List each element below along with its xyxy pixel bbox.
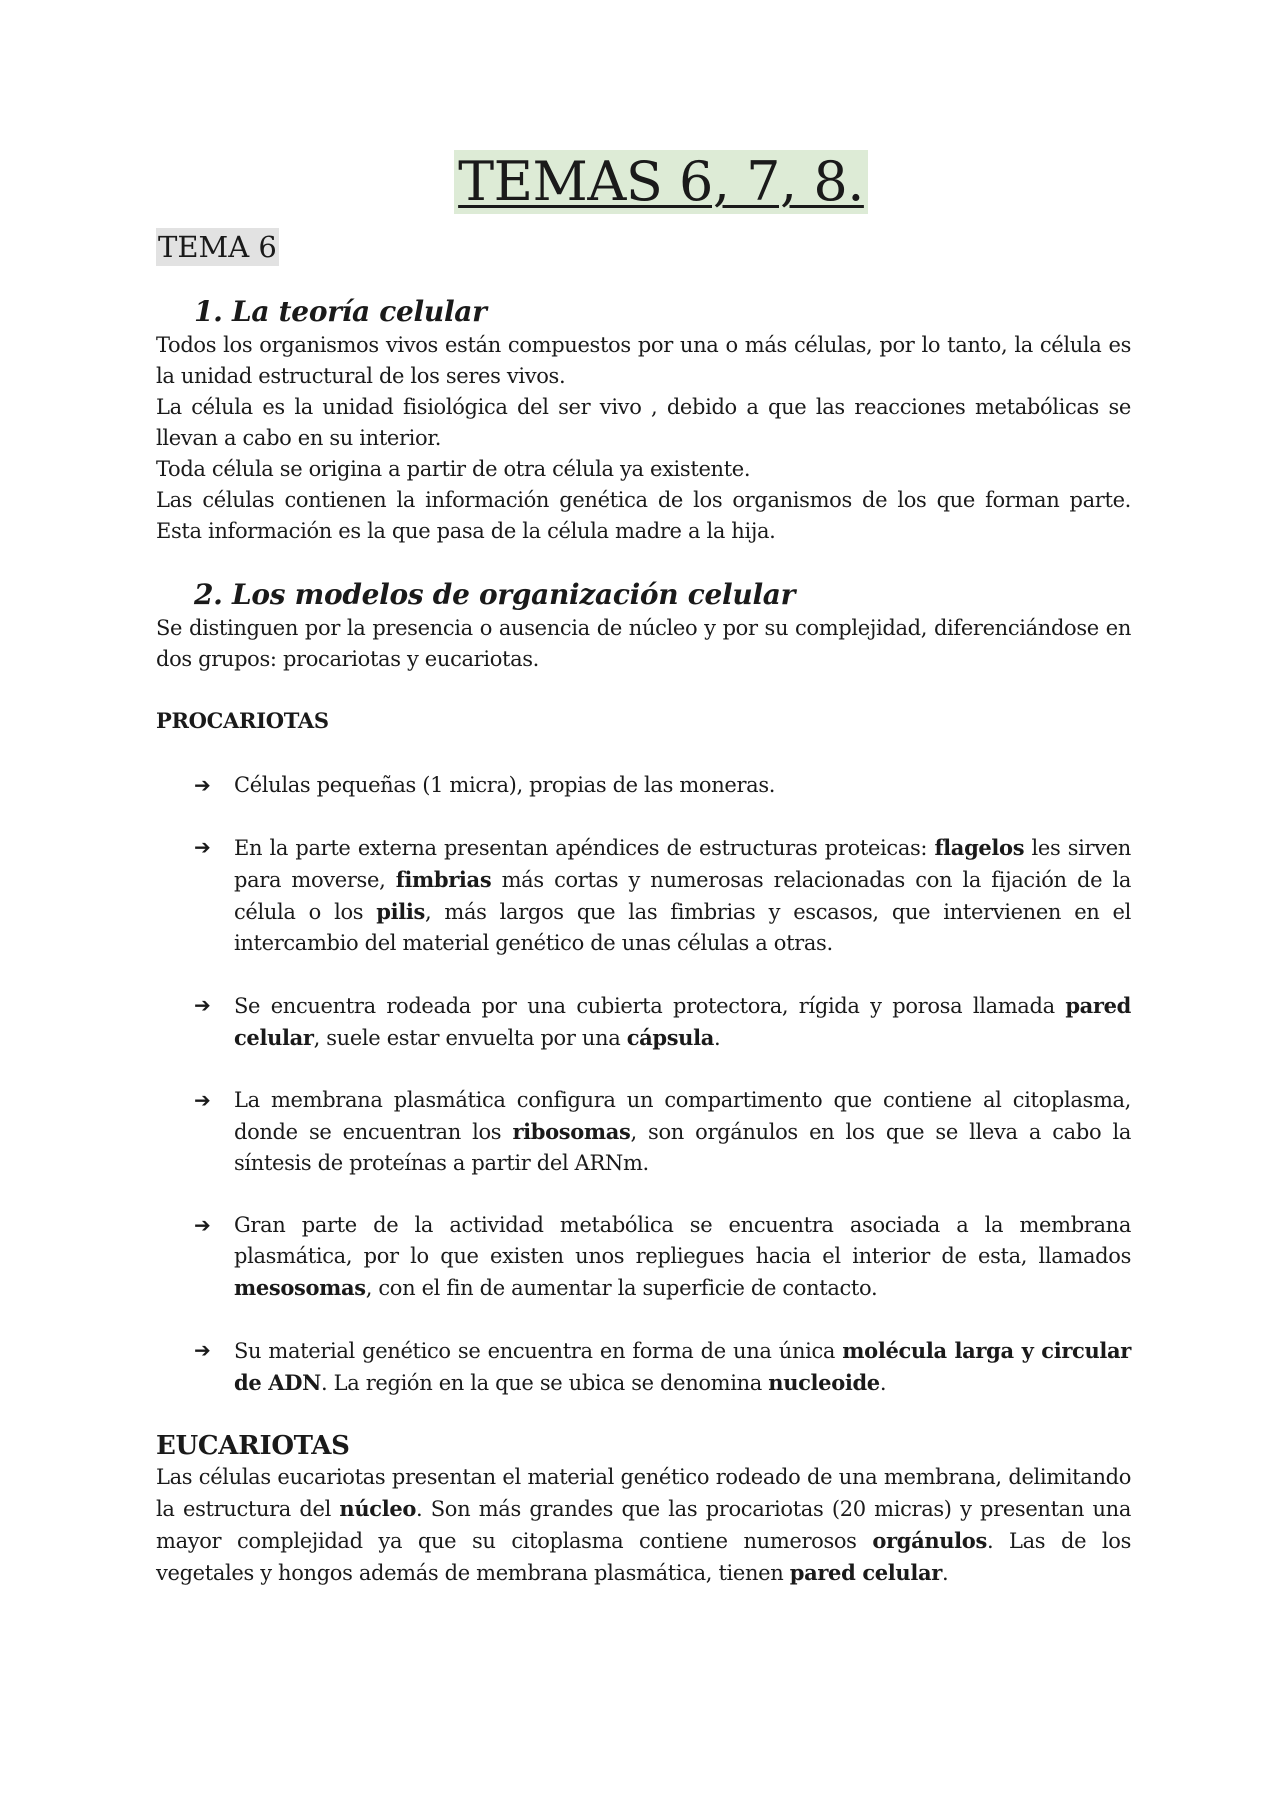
- procariotas-heading: PROCARIOTAS: [156, 708, 329, 733]
- bold-term: pared celular: [789, 1560, 942, 1585]
- text-run: , con el fin de aumentar la superficie de contacto.: [365, 1276, 878, 1300]
- arrow-right-icon: ➔: [194, 1213, 211, 1237]
- section-heading-text: La teoría celular: [232, 295, 487, 328]
- title-container: [156, 150, 1131, 214]
- bold-term: orgánulos: [872, 1528, 987, 1553]
- procariotas-bullet-list: [156, 770, 1131, 1399]
- text-run: . La región en la que se ubica se denomina: [320, 1371, 769, 1395]
- paragraph: Toda célula se origina a partir de otra célula ya existente.: [156, 457, 751, 481]
- arrow-right-icon: ➔: [194, 993, 211, 1017]
- text-run: .: [714, 1026, 721, 1050]
- bold-term: flagelos: [934, 835, 1025, 860]
- document-page: [156, 150, 1131, 1589]
- paragraph: Todos los organismos vivos están compuestos por una o más células, por lo tanto, la célula es la unidad estructural de los seres vivos.: [156, 333, 1131, 388]
- section-number: 2.: [194, 578, 223, 611]
- section-teoria-celular: [156, 294, 1131, 547]
- tema-label: TEMA 6: [158, 230, 277, 264]
- bold-term: pared celular: [234, 993, 1131, 1050]
- text-run: .: [941, 1561, 949, 1585]
- bold-term: fimbrias: [395, 867, 492, 892]
- text-run: Gran parte de la actividad metabólica se encuentra asociada a la membrana plasmática, por lo que existen unos repliegues hacia el interior de esta, llamados: [234, 1213, 1131, 1268]
- section-modelos-organizacion: [156, 577, 1131, 675]
- procariotas-bullet-item: [194, 1085, 1131, 1179]
- text-run: les sirven para moverse,: [234, 836, 1131, 892]
- arrow-right-icon: ➔: [194, 1088, 211, 1112]
- text-run: Las células eucariotas presentan el material genético rodeado de una membrana, delimitando la estructura del: [156, 1465, 1131, 1521]
- bold-term: ribosomas: [512, 1119, 631, 1144]
- procariotas-bullet-item: [194, 770, 1131, 801]
- text-run: En la parte externa presentan apéndices de estructuras proteicas:: [234, 836, 935, 860]
- arrow-right-icon: ➔: [194, 773, 211, 797]
- section-number: 1.: [194, 295, 223, 328]
- bold-term: mesosomas: [234, 1275, 366, 1300]
- text-run: La membrana plasmática configura un compartimento que contiene al citoplasma, donde se encuentran los: [234, 1088, 1131, 1144]
- paragraph: Las células contienen la información genética de los organismos de los que forman parte. Esta información es la que pasa de la célula madre a la hija.: [156, 488, 1131, 543]
- procariotas-bullet-item: [194, 990, 1131, 1054]
- text-run: , más largos que las fimbrias y escasos, que intervienen en el intercambio del material genético de unas células a otras.: [234, 900, 1132, 955]
- arrow-right-icon: ➔: [194, 835, 211, 859]
- text-run: Su material genético se encuentra en forma de una única: [234, 1339, 843, 1363]
- section-heading-modelos: [194, 577, 1131, 613]
- paragraph: La célula es la unidad fisiológica del ser vivo , debido a que las reacciones metabólicas se llevan a cabo en su interior.: [156, 395, 1131, 450]
- text-run: Células pequeñas (1 micra), propias de las moneras.: [234, 773, 776, 797]
- bold-term: molécula larga y circular de ADN: [234, 1338, 1132, 1395]
- section-heading-teoria: [194, 294, 1131, 330]
- text-run: .: [879, 1371, 887, 1395]
- arrow-right-icon: ➔: [194, 1338, 211, 1362]
- paragraph: Se distinguen por la presencia o ausencia de núcleo y por su complejidad, diferenciándose en dos grupos: procariotas y eucariotas.: [156, 616, 1131, 671]
- eucariotas-paragraph: [156, 1462, 1131, 1589]
- bold-term: nucleoide: [768, 1370, 880, 1395]
- text-run: más cortas y numerosas relacionadas con la fijación de la célula o los: [234, 868, 1131, 924]
- text-run: . Son más grandes que las procariotas (20 micras) y presentan una mayor complejidad ya que su citoplasma contiene numerosos: [156, 1497, 1131, 1553]
- text-run: . Las de los vegetales y hongos además de membrana plasmática, tienen: [156, 1529, 1131, 1585]
- section-heading-text: Los modelos de organización celular: [232, 578, 796, 611]
- text-run: , suele estar envuelta por una: [313, 1026, 627, 1050]
- eucariotas-heading: EUCARIOTAS: [156, 1431, 350, 1461]
- document-title: TEMAS 6, 7, 8.: [454, 150, 868, 214]
- bold-term: cápsula: [626, 1025, 714, 1050]
- text-run: Se encuentra rodeada por una cubierta protectora, rígida y porosa llamada: [234, 994, 1066, 1018]
- procariotas-bullet-item: [194, 1210, 1131, 1304]
- procariotas-bullet-item: [194, 832, 1132, 959]
- bold-term: pilis: [376, 899, 425, 924]
- procariotas-bullet-item: [194, 1335, 1132, 1399]
- bold-term: núcleo: [339, 1496, 416, 1521]
- text-run: , son orgánulos en los que se lleva a cabo la síntesis de proteínas a partir del ARNm.: [234, 1120, 1131, 1175]
